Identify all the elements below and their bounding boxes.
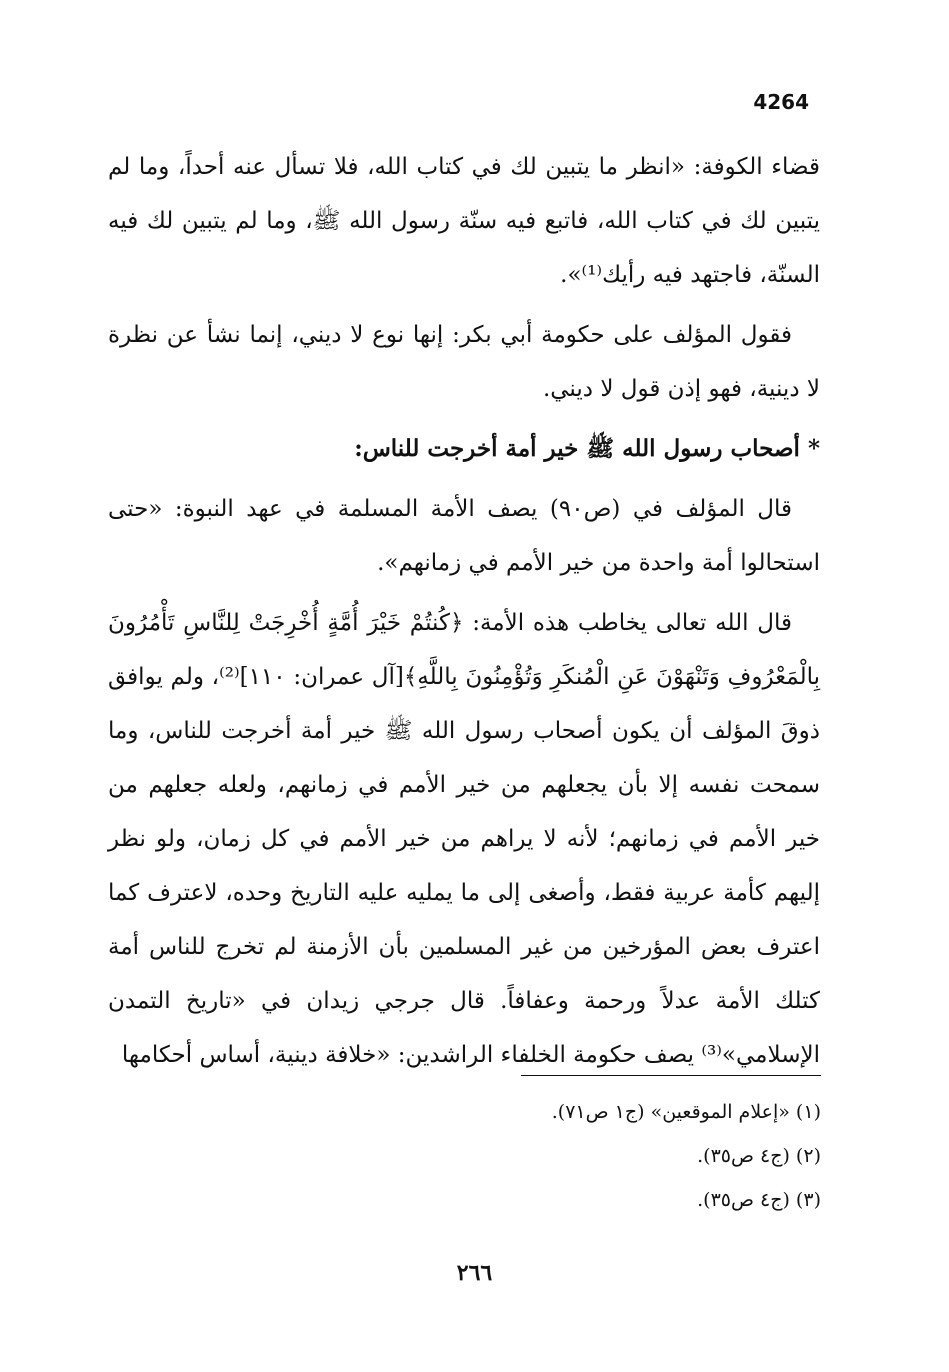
footnotes xyxy=(131,1090,821,1222)
main-text xyxy=(108,140,820,1088)
paragraph-3: قال المؤلف في (ص٩٠) يصف الأمة المسلمة في عهد النبوة: «حتى استحالوا أمة واحدة من خير الأمم في زمانهم». xyxy=(108,496,820,576)
paragraph-2: فقول المؤلف على حكومة أبي بكر: إنها نوع لا ديني، إنما نشأ عن نظرة لا دينية، فهو إذن قول لا ديني. xyxy=(108,322,820,402)
paragraph-4-intro: قال الله تعالى يخاطب هذه الأمة: xyxy=(463,610,792,636)
footnote-2: (٢) (ج٤ ص٣٥). xyxy=(697,1145,821,1167)
heading-marker: * xyxy=(807,435,820,462)
quran-verse: ﴿كُنتُمْ خَيْرَ أُمَّةٍ أُخْرِجَتْ لِلنَّاسِ تَأْمُرُونَ بِالْمَعْرُوفِ وَتَنْهَوْنَ عَنِ الْمُنكَرِ وَتُؤْمِنُونَ بِاللَّهِ﴾ xyxy=(108,610,820,690)
footnote-3: (٣) (ج٤ ص٣٥). xyxy=(697,1189,821,1211)
paragraph-4-rest: ، ولم يوافق ذوقَ المؤلف أن يكون أصحاب رسول الله ﷺ خير أمة أخرجت للناس، وما سمحت نفسه إلا بأن يجعلهم من خير الأمم في زمانهم، ولعله جعلهم من خير الأمم في زمانهم؛ لأنه لا يراهم من خير الأمم في كل زمان، ولو نظر إليهم كأمة عربية فقط، وأصغى إلى ما يمليه عليه التاريخ وحده، لاعترف كما اعترف بعض المؤرخين من غير المسلمين بأن الأزمنة لم تخرج للناس أمة كتلك الأمة عدلاً ورحمة وعفافاً. قال جرجي زيدان في «تاريخ التمدن الإسلامي»⁽³⁾ يصف حكومة الخلفاء الراشدين: «خلافة دينية، أساس أحكامها xyxy=(108,664,820,1068)
heading-text: أصحاب رسول الله ﷺ خير أمة أخرجت للناس: xyxy=(354,435,800,462)
footnote-separator xyxy=(521,1075,821,1076)
page-number: ٢٦٦ xyxy=(456,1260,493,1286)
verse-citation: [آل عمران: ١١٠]⁽²⁾ xyxy=(219,664,404,690)
paragraph-1: قضاء الكوفة: «انظر ما يتبين لك في كتاب الله، فلا تسأل عنه أحداً، وما لم يتبين لك في كتاب الله، فاتبع فيه سنّة رسول الله ﷺ، وما لم يتبين لك فيه السنّة، فاجتهد فيه رأيك⁽¹⁾». xyxy=(108,154,820,288)
reference-number: 4264 xyxy=(753,90,809,114)
section-heading xyxy=(108,422,820,476)
footnote-1: (١) «إعلام الموقعين» (ج١ ص٧١). xyxy=(551,1101,821,1123)
paragraph-4 xyxy=(108,596,820,1082)
